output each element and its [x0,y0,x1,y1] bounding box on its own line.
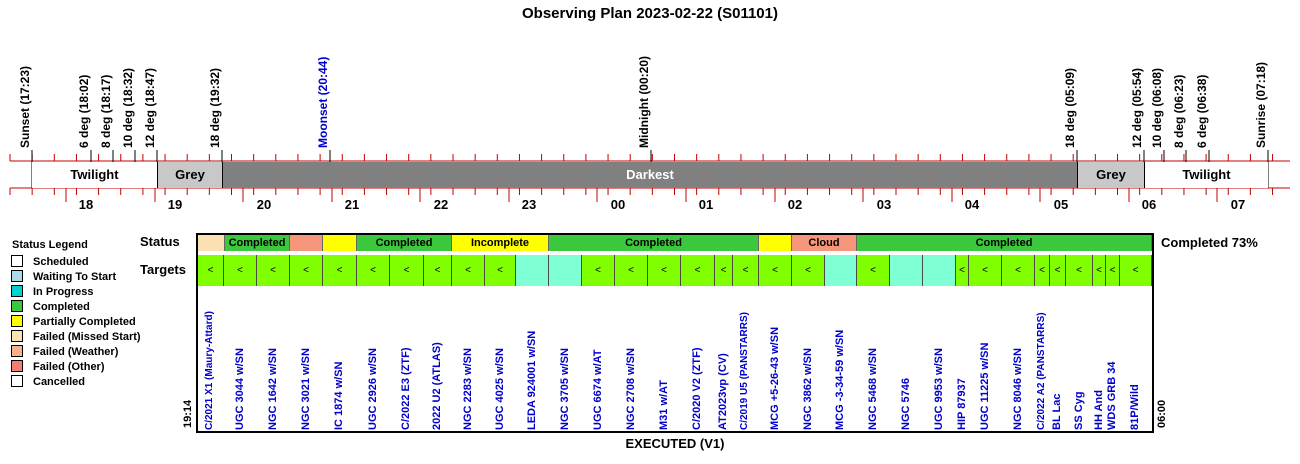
target-cell[interactable]: < [485,255,516,286]
hour-label: 23 [521,197,537,212]
event-label: 18 deg (19:32) [208,67,222,148]
legend-item [11,271,116,284]
page-title: Observing Plan 2023-02-22 (S01101) [522,5,778,22]
target-cell[interactable]: < [857,255,890,286]
event-label: 18 deg (05:09) [1063,67,1077,148]
target-name[interactable]: AT2023vp (CV) [717,353,729,430]
legend-swatch [11,330,23,342]
event-label: 10 deg (18:32) [121,67,135,148]
target-cell[interactable]: < [1002,255,1035,286]
hour-label: 00 [610,197,626,212]
target-cell[interactable]: < [1050,255,1066,286]
target-cell[interactable]: < [1066,255,1093,286]
legend-swatch [11,270,23,282]
legend-label: Failed (Weather) [33,346,119,358]
event-label: Sunrise (07:18) [1254,61,1268,148]
event-label: Midnight (00:20) [637,56,651,148]
target-name[interactable]: NGC 5468 w/SN [866,348,879,430]
legend-label: Failed (Other) [33,361,105,373]
target-cell[interactable]: < [1120,255,1152,286]
target-cell[interactable] [825,255,857,286]
target-cell[interactable]: < [681,255,715,286]
target-name[interactable]: C/2022 A2 (PANSTARRS) [1035,312,1047,430]
legend-title: Status Legend [12,239,88,251]
target-cell[interactable]: < [759,255,792,286]
status-segment: Cloud [792,235,857,251]
status-segment [290,235,323,251]
legend-swatch [11,345,23,357]
legend-label: Waiting To Start [33,271,117,283]
target-name[interactable]: UGC 11225 w/SN [978,342,991,430]
target-name[interactable]: C/2020 V2 (ZTF) [691,347,703,430]
target-cell[interactable]: < [257,255,290,286]
target-name[interactable]: NGC 3705 w/SN [558,348,571,430]
legend-item [11,316,136,329]
hour-label: 07 [1230,197,1246,212]
target-name[interactable]: NGC 8046 w/SN [1011,348,1024,430]
event-label: 12 deg (05:54) [1130,67,1144,148]
target-name[interactable]: MCG -3-34-59 w/SN [834,329,846,430]
target-cell[interactable]: < [452,255,485,286]
target-name[interactable]: M31 w/AT [657,380,670,430]
target-name[interactable]: UGC 6674 w/AT [591,349,604,430]
legend-item [11,286,94,299]
target-name[interactable]: NGC 5746 [899,378,912,430]
hour-label: 02 [787,197,803,212]
event-label: 8 deg (18:17) [99,74,113,148]
status-segment: Incomplete [452,235,549,251]
target-name[interactable]: C/2022 E3 (ZTF) [400,347,412,430]
target-cell[interactable]: < [615,255,648,286]
target-name[interactable]: IC 1874 w/SN [333,361,345,430]
band-twilight: Twilight [32,162,157,188]
hour-label: 18 [78,197,94,212]
target-cell[interactable]: < [648,255,681,286]
band-twilight: Twilight [1144,162,1268,188]
status-segment: Completed [549,235,759,251]
target-cell[interactable]: < [733,255,759,286]
target-cell[interactable]: < [715,255,733,286]
target-cell[interactable]: < [1035,255,1050,286]
completed-summary: Completed 73% [1161,235,1258,250]
target-cell[interactable]: < [357,255,390,286]
hour-label: 01 [698,197,714,212]
target-name[interactable]: UGC 9953 w/SN [932,348,945,430]
event-label: Moonset (20:44) [316,56,330,148]
target-name[interactable]: NGC 2283 w/SN [461,348,474,430]
event-label: 6 deg (18:02) [77,74,91,148]
target-cell[interactable]: < [424,255,452,286]
footer-label: EXECUTED (V1) [625,436,725,451]
target-name[interactable]: UGC 4025 w/SN [493,348,506,430]
target-name[interactable]: UGC 2926 w/SN [366,348,379,430]
legend-label: Cancelled [33,376,85,388]
band-darkest: Darkest [222,162,1077,188]
event-label: Sunset (17:23) [18,65,32,148]
target-cell[interactable] [549,255,582,286]
target-name[interactable]: BL Lac [1051,393,1063,430]
hour-label: 20 [256,197,272,212]
legend-swatch [11,255,23,267]
target-name[interactable]: NGC 3021 w/SN [299,348,312,430]
target-name[interactable]: NGC 1642 w/SN [266,348,279,430]
target-cell[interactable] [516,255,549,286]
bottom-ticks [10,188,1273,202]
hour-label: 04 [964,197,980,212]
target-cell[interactable]: < [290,255,323,286]
end-time: 06:00 [1156,399,1168,428]
legend-item [11,376,85,389]
target-name[interactable]: HH And [1092,390,1105,430]
target-cell[interactable] [890,255,923,286]
event-label: 8 deg (06:23) [1172,74,1186,148]
target-name[interactable]: LEDA 924001 w/SN [525,330,538,430]
target-cell[interactable]: < [198,255,224,286]
hour-label: 06 [1141,197,1157,212]
legend-label: Scheduled [33,256,89,268]
target-name[interactable]: NGC 2708 w/SN [624,348,637,430]
status-segment: Completed [225,235,290,251]
status-segment [759,235,792,251]
legend-label: In Progress [33,286,94,298]
targets-row-label: Targets [140,262,186,277]
event-label: 6 deg (06:38) [1195,74,1209,148]
target-name[interactable]: C/2019 U5 (PANSTARRS) [739,312,750,430]
legend-item [11,346,118,359]
target-cell[interactable]: < [1093,255,1106,286]
hour-label: 03 [876,197,892,212]
status-segment [323,235,357,251]
target-name[interactable]: MCG +5-26-43 w/SN [768,326,781,430]
event-label: 10 deg (06:08) [1150,67,1164,148]
legend-label: Failed (Missed Start) [33,331,141,343]
band-grey: Grey [157,162,222,188]
status-segment [198,235,225,251]
hour-label: 05 [1053,197,1069,212]
target-name[interactable]: 81P/Wild [1129,384,1141,430]
legend-swatch [11,285,23,297]
legend-item [11,361,105,374]
top-ticks [10,154,1273,161]
target-name[interactable]: NGC 3862 w/SN [801,348,814,430]
target-name[interactable]: UGC 3044 w/SN [233,348,246,430]
target-name[interactable]: WDS GRB 34 [1106,361,1118,430]
target-cell[interactable]: < [582,255,615,286]
event-label: 12 deg (18:47) [143,67,157,148]
legend-item [11,331,141,344]
legend-swatch [11,300,23,312]
legend-swatch [11,315,23,327]
legend-label: Partially Completed [33,316,136,328]
target-cell[interactable] [923,255,956,286]
target-name[interactable]: C/2021 X1 (Maury-Attard) [204,311,215,430]
hour-label: 21 [344,197,360,212]
legend-swatch [11,375,23,387]
target-name[interactable]: SS Cyg [1072,391,1085,430]
target-cell[interactable]: < [323,255,357,286]
target-cell[interactable]: < [1106,255,1120,286]
target-cell[interactable]: < [969,255,1002,286]
start-time: 19:14 [182,399,194,428]
legend-item [11,301,90,314]
target-name[interactable]: 2022 U2 (ATLAS) [431,342,443,430]
target-cell[interactable]: < [224,255,257,286]
hour-label: 19 [167,197,183,212]
band-grey: Grey [1077,162,1144,188]
target-cell[interactable]: < [956,255,969,286]
target-name[interactable]: HIP 87937 [955,378,968,430]
status-row-label: Status [140,234,180,249]
status-segment: Completed [357,235,452,251]
legend-label: Completed [33,301,90,313]
target-cell[interactable]: < [792,255,825,286]
legend-item [11,256,89,269]
target-cell[interactable]: < [390,255,424,286]
hour-label: 22 [433,197,449,212]
status-segment: Completed [857,235,1152,251]
legend-swatch [11,360,23,372]
